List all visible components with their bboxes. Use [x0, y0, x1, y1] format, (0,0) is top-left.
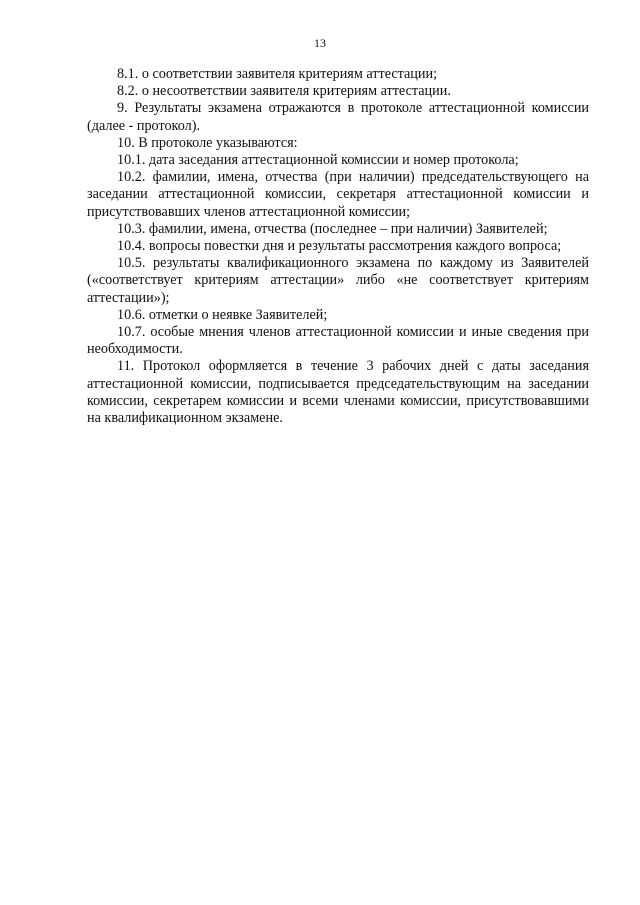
- page-number: 13: [314, 36, 326, 50]
- document-body: [87, 66, 589, 427]
- paragraph-8-1: 8.1. о соответствии заявителя критериям аттестации;: [117, 66, 438, 82]
- paragraph-10-7: 10.7. особые мнения членов аттестационной комиссии и иные сведения при необходимости.: [87, 324, 589, 358]
- paragraph-11: 11. Протокол оформляется в течение 3 рабочих дней с даты заседания аттестационной комиссии, подписывается председательствующим на заседании комиссии, секретарем комиссии и всеми членами комиссии, присутствовавшими на квалификационном экзамене.: [87, 358, 589, 427]
- paragraph-10-4: 10.4. вопросы повестки дня и результаты рассмотрения каждого вопроса;: [117, 238, 562, 255]
- paragraph-10-3: 10.3. фамилии, имена, отчества (последнее – при наличии) Заявителей;: [117, 220, 548, 237]
- paragraph-10: 10. В протоколе указываются:: [117, 134, 298, 151]
- paragraph-10-2: 10.2. фамилии, имена, отчества (при наличии) председательствующего на заседании аттестационной комиссии, секретаря аттестационной комиссии и присутствовавших членов аттестационной комиссии;: [87, 169, 589, 220]
- paragraph-9: 9. Результаты экзамена отражаются в протоколе аттестационной комиссии (далее - протокол).: [87, 100, 589, 134]
- paragraph-8-2: 8.2. о несоответствии заявителя критериям аттестации.: [117, 83, 451, 100]
- paragraph-10-1: 10.1. дата заседания аттестационной комиссии и номер протокола;: [117, 152, 519, 169]
- paragraph-10-5: 10.5. результаты квалификационного экзамена по каждому из Заявителей («соответствует критериям аттестации» либо «не соответствует критериям аттестации»);: [87, 255, 589, 306]
- paragraph-10-6: 10.6. отметки о неявке Заявителей;: [117, 306, 328, 323]
